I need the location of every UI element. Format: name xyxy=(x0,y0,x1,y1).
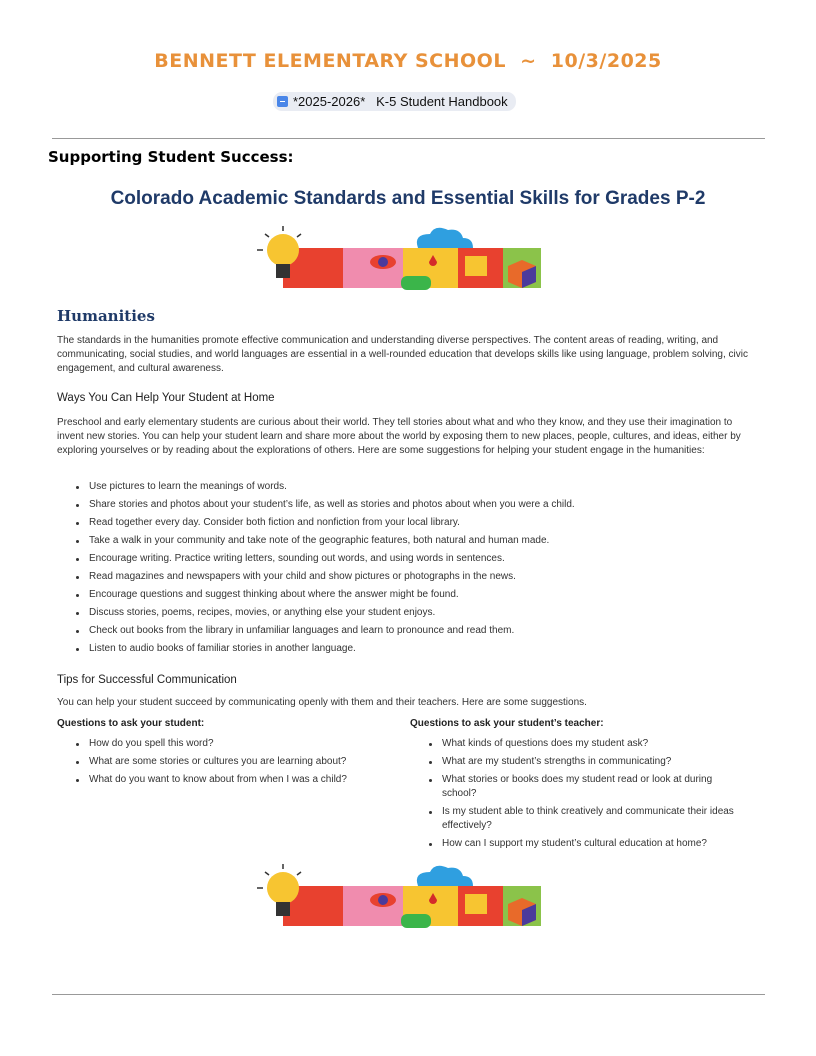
student-questions-heading: Questions to ask your student: xyxy=(57,718,205,729)
humanities-banner-illustration xyxy=(253,222,543,294)
list-item: Use pictures to learn the meanings of words. xyxy=(57,480,757,494)
list-item: What kinds of questions does my student ask? xyxy=(410,737,740,751)
list-item: How can I support my student’s cultural education at home? xyxy=(410,837,740,851)
list-item: What are some stories or cultures you are learning about? xyxy=(57,755,387,769)
footer-divider xyxy=(52,994,765,995)
list-item: Read together every day. Consider both fiction and nonfiction from your local library. xyxy=(57,516,757,530)
list-item: Share stories and photos about your student’s life, as well as stories and photos about when you were a child. xyxy=(57,498,757,512)
document-chip-label: *2025-2026* K-5 Student Handbook xyxy=(293,94,508,109)
ways-intro: Preschool and early elementary students are curious about their world. They tell stories about what and who they know, and they use their imagination to invent new stories. You can help your student learn and share more about the world by exposing them to new places, people, cultures, and ideas, either by exploring yourselves or by reading about the explorations of others. Here are some suggestions for helping your student engage in the humanities: xyxy=(57,417,741,456)
teacher-questions xyxy=(410,718,740,855)
humanities-intro: The standards in the humanities promote effective communication and understanding diverse perspectives. The content areas of reading, writing, and communicating, social studies, and world languages are essential in a well-rounded education that develops skills like using language, problem solving, civic engagement, and cultural awareness. xyxy=(57,335,748,374)
list-item: Discuss stories, poems, recipes, movies, or anything else your student enjoys. xyxy=(57,606,757,620)
list-item: What are my student’s strengths in communicating? xyxy=(410,755,740,769)
document-icon xyxy=(277,96,288,107)
tips-intro: You can help your student succeed by communicating openly with them and their teachers. Here are some suggestions. xyxy=(57,697,587,708)
student-questions xyxy=(57,718,387,791)
document-chip[interactable] xyxy=(273,92,516,111)
divider xyxy=(52,138,765,139)
teacher-questions-heading: Questions to ask your student’s teacher: xyxy=(410,718,604,729)
list-item: What do you want to know about from when I was a child? xyxy=(57,773,387,787)
list-item: Read magazines and newspapers with your child and show pictures or photographs in the news. xyxy=(57,570,757,584)
section-label: Supporting Student Success: xyxy=(48,148,294,166)
list-item: Encourage questions and suggest thinking about where the answer might be found. xyxy=(57,588,757,602)
humanities-banner-illustration xyxy=(253,860,543,932)
ways-heading: Ways You Can Help Your Student at Home xyxy=(57,392,275,404)
list-item: Listen to audio books of familiar stories in another language. xyxy=(57,642,757,656)
school-title: BENNETT ELEMENTARY SCHOOL ~ 10/3/2025 xyxy=(154,50,662,72)
ways-list xyxy=(57,480,757,660)
list-item: What stories or books does my student read or look at during school? xyxy=(410,773,740,801)
list-item: How do you spell this word? xyxy=(57,737,387,751)
page-title: Colorado Academic Standards and Essential Skills for Grades P-2 xyxy=(110,188,706,209)
list-item: Check out books from the library in unfamiliar languages and learn to pronounce and read them. xyxy=(57,624,757,638)
list-item: Is my student able to think creatively and communicate their ideas effectively? xyxy=(410,805,740,833)
humanities-heading: Humanities xyxy=(57,307,155,325)
list-item: Take a walk in your community and take note of the geographic features, both natural and human made. xyxy=(57,534,757,548)
tips-heading: Tips for Successful Communication xyxy=(57,674,237,686)
list-item: Encourage writing. Practice writing letters, sounding out words, and using words in sentences. xyxy=(57,552,757,566)
